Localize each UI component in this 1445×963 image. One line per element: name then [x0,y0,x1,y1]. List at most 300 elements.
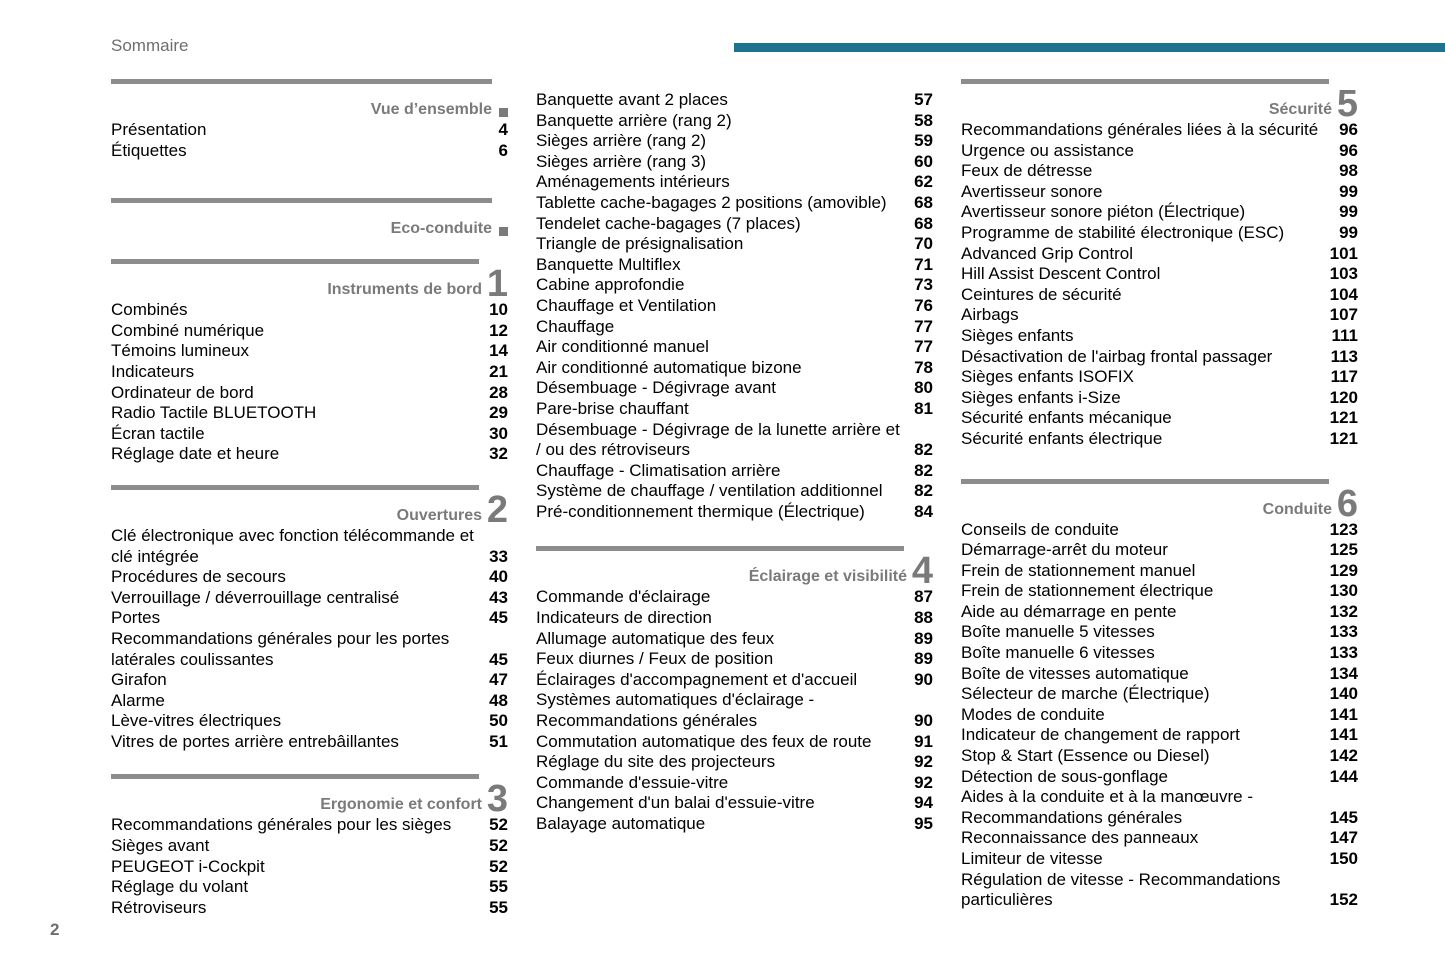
toc-entry[interactable] [961,264,1358,285]
toc-entry-label: Tablette cache-bagages 2 positions (amovible) [536,192,887,212]
toc-entry-label: Avertisseur sonore [961,181,1103,201]
toc-entry-label: Sièges enfants ISOFIX [961,367,1134,387]
toc-entry-label: Air conditionné manuel [536,337,709,357]
section-rule [961,479,1329,484]
toc-entry[interactable] [961,664,1358,685]
toc-entry[interactable] [961,787,1358,828]
toc-entry-label: Recommandations générales liées à la sécurité [961,120,1319,139]
toc-entry-page: 58 [914,110,933,130]
toc-entry-page: 52 [489,856,508,876]
toc-entry-label: Sièges enfants i-Size [961,387,1121,407]
toc-entry[interactable] [111,691,508,712]
toc-entry[interactable] [961,244,1358,265]
toc-entry[interactable] [111,567,508,588]
section-entries [111,815,508,918]
section-title[interactable]: Conduite [1262,500,1332,518]
toc-entry-page: 82 [914,481,933,501]
toc-entry[interactable] [961,120,1358,141]
toc-entry-page: 81 [914,398,933,418]
toc-entry-label: Programme de stabilité électronique (ESC) [961,222,1285,242]
toc-entry[interactable] [111,732,508,753]
toc-entry-page: 134 [1329,663,1358,683]
toc-entry-page: 32 [489,444,508,464]
section-rule [111,259,479,264]
toc-entry[interactable] [536,732,933,753]
toc-entry[interactable] [961,828,1358,849]
toc-entry-label: Stop & Start (Essence ou Diesel) [961,746,1210,766]
toc-entry-label: Indicateurs [111,361,195,381]
toc-entry-page: 6 [498,140,508,160]
toc-entry-label: Systèmes automatiques d'éclairage - Recommandations générales [536,690,815,731]
toc-entry-page: 87 [914,587,933,607]
toc-entry[interactable] [961,705,1358,726]
toc-entry-label: Aménagements intérieurs [536,172,730,192]
toc-entry[interactable] [536,752,933,773]
toc-entry-label: Ordinateur de bord [111,382,254,402]
toc-entry-page: 130 [1329,581,1358,601]
toc-entry-label: Démarrage-arrêt du moteur [961,540,1168,560]
toc-entry-page: 133 [1329,643,1358,663]
toc-entry-page: 14 [489,341,508,361]
toc-entry[interactable] [961,581,1358,602]
toc-entry-label: Aides à la conduite et à la manœuvre - Recommandations générales [961,787,1253,827]
section-ergonomie [111,774,508,918]
toc-entry-page: 147 [1329,828,1358,848]
toc-entry-page: 29 [489,403,508,423]
toc-entry-page: 33 [489,546,508,566]
toc-entry-page: 82 [914,460,933,480]
toc-entry-label: Feux diurnes / Feux de position [536,649,774,669]
toc-entry-page: 132 [1329,601,1358,621]
toc-entry[interactable] [111,321,508,342]
section-number: 6 [1336,482,1358,525]
section-rule [961,79,1329,84]
toc-entry[interactable] [961,725,1358,746]
toc-entry-page: 117 [1330,367,1358,387]
toc-entry-label: Alarme [111,690,165,710]
toc-entry[interactable] [111,403,508,424]
toc-entry-label: Cabine approfondie [536,275,685,295]
toc-entry-label: Aide au démarrage en pente [961,601,1177,621]
toc-entry[interactable] [111,424,508,445]
toc-entry-label: Girafon [111,670,167,690]
toc-entry-label: Frein de stationnement manuel [961,560,1196,580]
section-number: 4 [911,550,933,593]
toc-entry[interactable] [111,300,508,321]
section-entries [536,587,933,834]
section-header [111,198,508,239]
section-header [961,79,1358,125]
toc-entry-label: Rétroviseurs [111,897,207,917]
toc-entry[interactable] [536,378,933,399]
toc-entry-label: Tendelet cache-bagages (7 places) [536,213,801,233]
toc-entry[interactable] [111,877,508,898]
toc-entry-page: 50 [489,711,508,731]
section-ergonomie-suite [536,90,933,522]
toc-entry[interactable] [536,90,933,111]
toc-entry[interactable] [536,172,933,193]
toc-entry-page: 82 [914,440,933,460]
toc-entry-label: Balayage automatique [536,814,706,833]
toc-entry[interactable] [961,408,1358,429]
toc-entry-label: Régulation de vitesse - Recommandations particulières [961,869,1281,910]
toc-entry-page: 150 [1329,849,1358,868]
toc-entry[interactable] [536,587,933,608]
toc-entry-label: Combinés [111,300,188,320]
toc-entry[interactable] [961,746,1358,767]
toc-entry-page: 10 [489,300,508,320]
section-header [111,79,508,120]
toc-entry-label: Urgence ou assistance [961,140,1134,160]
toc-entry-label: Désactivation de l'airbag frontal passager [961,346,1273,366]
toc-entry[interactable] [961,223,1358,244]
toc-entry-label: Avertisseur sonore piéton (Électrique) [961,202,1246,222]
toc-entry-label: Commutation automatique des feux de route [536,731,872,751]
toc-entry-page: 84 [914,501,933,521]
page-number: 2 [50,920,60,939]
toc-entry-label: Chauffage [536,316,615,336]
toc-entry-page: 145 [1329,807,1358,827]
toc-entry-label: Sécurité enfants électrique [961,428,1163,448]
toc-entry-label: Banquette avant 2 places [536,90,728,109]
section-vue-ensemble [111,79,508,161]
toc-entry-label: Ceintures de sécurité [961,284,1122,304]
toc-entry[interactable] [536,461,933,482]
header-accent-bar [734,43,1445,52]
toc-entry[interactable] [961,540,1358,561]
toc-entry[interactable] [536,152,933,173]
section-number: 5 [1336,83,1358,125]
section-header [111,774,508,821]
toc-entry-label: Recommandations générales pour les sièges [111,815,452,835]
toc-entry[interactable] [536,608,933,629]
section-header [961,479,1358,525]
toc-entry[interactable] [961,388,1358,409]
toc-entry[interactable] [536,420,933,461]
toc-entry-page: 88 [914,608,933,628]
toc-entry-page: 60 [914,151,933,171]
toc-entry[interactable] [111,629,508,670]
toc-entry-page: 121 [1329,408,1358,428]
section-rule [111,774,479,779]
section-instruments [111,259,508,465]
toc-entry[interactable] [961,643,1358,664]
toc-entry-label: Boîte de vitesses automatique [961,663,1189,683]
toc-entry-page: 141 [1329,704,1358,724]
toc-entry-page: 144 [1329,766,1358,786]
toc-entry-page: 62 [914,172,933,192]
toc-entry-page: 140 [1329,684,1358,704]
toc-entry[interactable] [111,836,508,857]
toc-entry-label: Banquette Multiflex [536,254,681,274]
toc-entry-page: 47 [489,670,508,690]
toc-entry-label: Indicateurs de direction [536,608,712,628]
toc-entry[interactable] [111,141,508,162]
toc-entry-page: 152 [1329,890,1358,910]
toc-entry-page: 94 [914,793,933,813]
toc-entry-page: 141 [1329,725,1358,745]
section-securite [961,79,1358,450]
toc-entry-label: Banquette arrière (rang 2) [536,110,732,130]
toc-entry-page: 101 [1329,243,1358,263]
toc-entry-label: Procédures de secours [111,567,286,587]
toc-entry-page: 70 [914,234,933,254]
toc-entry[interactable] [111,526,508,567]
toc-entry-page: 48 [489,690,508,710]
section-ouvertures [111,485,508,753]
square-bullet-icon [499,227,508,236]
toc-entry[interactable] [961,367,1358,388]
toc-entry-page: 45 [489,649,508,669]
toc-entry-page: 89 [914,628,933,648]
toc-entry-page: 68 [914,192,933,212]
toc-entry-label: Air conditionné automatique bizone [536,357,802,377]
toc-entry-label: Réglage du site des projecteurs [536,752,776,772]
toc-entry-label: Allumage automatique des feux [536,628,775,648]
toc-entry[interactable] [111,444,508,465]
toc-entry[interactable] [961,141,1358,162]
toc-entry[interactable] [536,814,933,835]
toc-entry-label: Limiteur de vitesse [961,849,1103,868]
toc-entry[interactable] [536,275,933,296]
toc-entry[interactable] [536,214,933,235]
toc-entry-label: Étiquettes [111,140,187,160]
toc-entry-page: 99 [1339,202,1358,222]
section-entries [536,90,933,522]
toc-entry-page: 133 [1329,622,1358,642]
toc-entry-page: 55 [489,897,508,917]
toc-entry-label: Vitres de portes arrière entrebâillantes [111,731,399,751]
toc-entry-label: Triangle de présignalisation [536,234,744,254]
section-entries [961,520,1358,911]
toc-entry-label: Verrouillage / déverrouillage centralisé [111,587,400,607]
toc-entry[interactable] [536,690,933,731]
toc-entry-page: 40 [489,567,508,587]
toc-entry[interactable] [961,182,1358,203]
section-conduite [961,479,1358,911]
toc-entry[interactable] [536,255,933,276]
toc-entry-label: PEUGEOT i-Cockpit [111,856,265,876]
toc-entry-label: Détection de sous-gonflage [961,766,1168,786]
toc-entry[interactable] [111,362,508,383]
toc-entry-page: 92 [914,752,933,772]
toc-entry[interactable] [961,870,1358,911]
toc-entry[interactable] [961,285,1358,306]
toc-entry[interactable] [961,161,1358,182]
section-title[interactable]: Ouvertures [396,506,482,524]
section-number: 1 [486,263,508,306]
toc-entry-page: 45 [489,608,508,628]
section-entries [961,120,1358,450]
toc-entry-label: Lève-vitres électriques [111,711,282,731]
toc-entry[interactable] [961,347,1358,368]
toc-entry-label: Recommandations générales pour les portes latérales coulissantes [111,628,450,669]
toc-entry-page: 96 [1339,120,1358,139]
toc-entry-label: Airbags [961,305,1019,325]
toc-entry-page: 90 [914,711,933,731]
section-title[interactable]: Sécurité [1268,101,1332,118]
toc-entry-page: 95 [914,814,933,833]
toc-entry-label: Sécurité enfants mécanique [961,408,1172,428]
toc-entry-page: 103 [1329,264,1358,284]
section-title[interactable]: Instruments de bord [327,281,482,299]
toc-entry[interactable] [961,849,1358,870]
toc-entry[interactable] [536,193,933,214]
toc-entry[interactable] [961,326,1358,347]
toc-entry-label: Réglage du volant [111,877,249,897]
toc-entry[interactable] [961,520,1358,541]
toc-entry[interactable] [536,793,933,814]
toc-entry-page: 76 [914,295,933,315]
toc-entry[interactable] [536,399,933,420]
toc-entry-label: Changement d'un balai d'essuie-vitre [536,793,815,813]
toc-entry-label: Écran tactile [111,423,205,443]
toc-entry[interactable] [536,670,933,691]
toc-entry-label: Combiné numérique [111,320,265,340]
toc-entry-label: Reconnaissance des panneaux [961,828,1199,848]
toc-entry-page: 142 [1329,746,1358,766]
toc-column-2 [536,90,933,835]
toc-entry[interactable] [536,773,933,794]
toc-entry-label: Advanced Grip Control [961,243,1133,263]
toc-column-3 [961,79,1358,911]
toc-entry-page: 96 [1339,140,1358,160]
toc-entry-page: 51 [489,731,508,751]
toc-entry-page: 52 [489,815,508,835]
toc-entry-page: 99 [1339,222,1358,242]
toc-entry[interactable] [961,602,1358,623]
toc-entry-label: Sièges arrière (rang 3) [536,151,707,171]
toc-entry[interactable] [111,711,508,732]
toc-entry[interactable] [536,629,933,650]
toc-entry-label: Boîte manuelle 6 vitesses [961,643,1155,663]
toc-entry-page: 123 [1329,519,1358,539]
toc-entry[interactable] [536,111,933,132]
toc-entry-page: 98 [1339,161,1358,181]
toc-entry-label: Modes de conduite [961,704,1105,724]
toc-entry-page: 78 [914,357,933,377]
toc-entry[interactable] [961,622,1358,643]
toc-entry-label: Témoins lumineux [111,341,249,361]
toc-entry[interactable] [111,383,508,404]
toc-entry[interactable] [111,898,508,919]
section-rule [111,79,492,84]
toc-entry-page: 111 [1331,325,1358,345]
toc-entry-label: Chauffage - Climatisation arrière [536,460,781,480]
toc-entry-label: Conseils de conduite [961,519,1119,539]
toc-column-1 [111,79,508,918]
toc-entry-page: 99 [1339,181,1358,201]
section-title[interactable]: Vue d’ensemble [370,101,492,118]
toc-entry[interactable] [111,857,508,878]
toc-entry-label: Éclairages d'accompagnement et d'accueil [536,669,858,689]
toc-entry-label: Feux de détresse [961,161,1093,181]
toc-entry[interactable] [111,341,508,362]
section-eco-conduite [111,198,508,239]
toc-entry[interactable] [536,317,933,338]
toc-entry-page: 77 [914,316,933,336]
toc-entry-page: 71 [914,254,933,274]
toc-entry[interactable] [536,131,933,152]
toc-entry[interactable] [536,234,933,255]
toc-entry-label: Sièges arrière (rang 2) [536,131,707,151]
toc-entry-page: 28 [489,382,508,402]
toc-entry[interactable] [536,649,933,670]
toc-entry-page: 68 [914,213,933,233]
toc-entry-label: Commande d'éclairage [536,587,711,607]
toc-entry[interactable] [961,767,1358,788]
toc-entry[interactable] [536,481,933,502]
section-eclairage [536,546,933,834]
toc-entry-page: 121 [1329,428,1358,448]
toc-entry-label: Portes [111,608,161,628]
section-header [536,546,933,593]
toc-entry-label: Système de chauffage / ventilation additionnel [536,481,883,501]
section-title[interactable]: Eco-conduite [390,220,492,238]
toc-entry[interactable] [961,305,1358,326]
toc-entry-label: Réglage date et heure [111,444,280,464]
section-rule [536,546,904,551]
toc-entry-page: 92 [914,772,933,792]
toc-entry-page: 90 [914,669,933,689]
toc-entry[interactable] [536,502,933,523]
section-title[interactable]: Ergonomie et confort [320,796,482,814]
toc-entry-page: 120 [1329,387,1358,407]
section-title[interactable]: Éclairage et visibilité [748,568,907,586]
section-header [111,485,508,531]
toc-entry-label: Indicateur de changement de rapport [961,725,1240,745]
toc-entry-page: 125 [1329,540,1358,560]
toc-entry[interactable] [536,358,933,379]
toc-entry-page: 21 [489,361,508,381]
section-entries [111,300,508,465]
toc-entry[interactable] [111,608,508,629]
toc-entry-page: 55 [489,877,508,897]
toc-entry-page: 91 [914,731,933,751]
toc-entry-label: Sièges avant [111,836,210,856]
toc-entry-label: Sélecteur de marche (Électrique) [961,684,1210,704]
toc-entry-page: 77 [914,337,933,357]
toc-entry-page: 113 [1330,346,1358,366]
toc-entry[interactable] [111,670,508,691]
toc-entry[interactable] [536,296,933,317]
toc-entry-label: Sièges enfants [961,325,1074,345]
toc-entry-page: 104 [1329,284,1358,304]
toc-entry[interactable] [961,202,1358,223]
toc-entry-page: 4 [498,120,508,139]
toc-entry-label: Pare-brise chauffant [536,398,689,418]
toc-entry-page: 43 [489,587,508,607]
section-entries [111,526,508,753]
toc-entry[interactable] [961,684,1358,705]
toc-entry-label: Désembuage - Dégivrage de la lunette arrière et / ou des rétroviseurs [536,419,900,460]
toc-entry[interactable] [961,429,1358,450]
toc-entry-label: Présentation [111,120,207,139]
toc-entry[interactable] [111,815,508,836]
toc-entry[interactable] [111,588,508,609]
toc-entry-page: 52 [489,836,508,856]
toc-entry[interactable] [111,120,508,141]
toc-entry[interactable] [536,337,933,358]
toc-entry-label: Radio Tactile BLUETOOTH [111,403,317,423]
toc-entry-label: Clé électronique avec fonction télécommande et clé intégrée [111,525,474,566]
toc-entry-page: 12 [489,320,508,340]
section-rule [111,198,492,203]
section-number: 3 [486,778,508,821]
toc-entry-label: Frein de stationnement électrique [961,581,1214,601]
toc-entry[interactable] [961,561,1358,582]
toc-entry-label: Pré-conditionnement thermique (Électrique) [536,501,865,521]
